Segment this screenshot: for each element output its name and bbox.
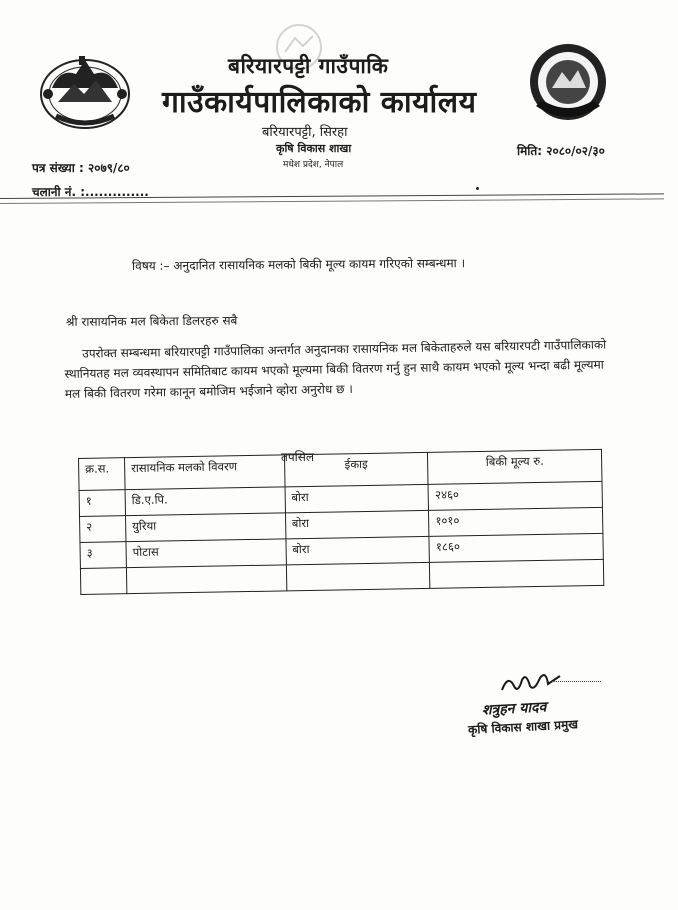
table-title: तपसिल	[281, 450, 315, 464]
municipality-name: बरियारपट्टी गाउँपाकि	[228, 54, 389, 78]
stray-mark	[476, 187, 479, 190]
cell-serial: २	[80, 516, 126, 543]
province-name: मधेश प्रदेश, नेपाल	[283, 160, 344, 170]
cell-unit	[286, 562, 430, 591]
signature-scribble-icon	[498, 668, 564, 698]
cell-unit: बोरा	[285, 510, 429, 539]
office-name: गाउँकार्यपालिकाको कार्यालय	[162, 85, 477, 120]
nepal-emblem-icon	[38, 50, 132, 132]
cell-fertilizer: डि.ए.पि.	[125, 487, 285, 516]
signatory-title: कृषि विकास शाखा प्रमुख	[467, 717, 579, 737]
municipality-logo-icon	[528, 42, 608, 122]
cell-serial: ३	[80, 542, 126, 569]
signatory-name: शत्रुहन यादव	[481, 699, 547, 719]
reference-number: पत्र संख्या : २०७९/८०	[32, 161, 130, 175]
cell-unit: बोरा	[285, 484, 429, 513]
letter-subject: विषय :– अनुदानित रासायनिक मलको बिकी मूल्य कायम गरिएको सम्बन्धमा ।	[131, 256, 466, 273]
header-price: बिकी मूल्य रु.	[428, 449, 602, 484]
letter-body: उपरोक्त सम्बन्धमा बरियारपट्टी गाउँपालिका अन्तर्गत अनुदानका रासायनिक मल बिकेताहरुले यस बरियारपटी गाउँपालिकाको स्थानियतह मल व्यवस्थापन समितिबाट कायम भएको मूल्यमा बिकी वितरण गर्नु हुन साथै कायम भएको मूल्य भन्दा बढी मूल्यमा मल बिकी वितरण गरेमा कानून बमोजिम भईजाने व्होरा अनुरोध छ ।	[64, 337, 607, 401]
letter-recipient: श्री रासायनिक मल बिकेता डिलरहरु सबै	[65, 313, 238, 329]
header-fertilizer: रासायनिक मलको विवरण	[124, 455, 284, 490]
branch-name: कृषि विकास शाखा	[276, 142, 352, 155]
cell-fertilizer: पोटास	[126, 539, 286, 568]
cell-price	[430, 559, 604, 588]
office-address: बरियारपट्टी, सिरहा	[262, 125, 348, 140]
dispatch-number: चलानी नं. :..............	[32, 185, 149, 199]
cell-fertilizer	[126, 565, 286, 594]
cell-price: २४६०	[428, 481, 602, 510]
signature-line	[547, 681, 601, 682]
price-table	[78, 449, 604, 595]
cell-unit: बोरा	[286, 536, 430, 565]
cell-serial	[80, 568, 126, 595]
letter-date: मिति: २०८०/०२/३०	[517, 144, 605, 158]
cell-price: १०१०	[429, 507, 603, 536]
cell-serial: १	[79, 490, 125, 517]
header-unit: ईकाइ	[284, 452, 428, 487]
cell-fertilizer: युरिया	[125, 513, 285, 542]
cell-price: १८६०	[429, 533, 603, 562]
header-serial: क्र.स.	[79, 458, 126, 491]
